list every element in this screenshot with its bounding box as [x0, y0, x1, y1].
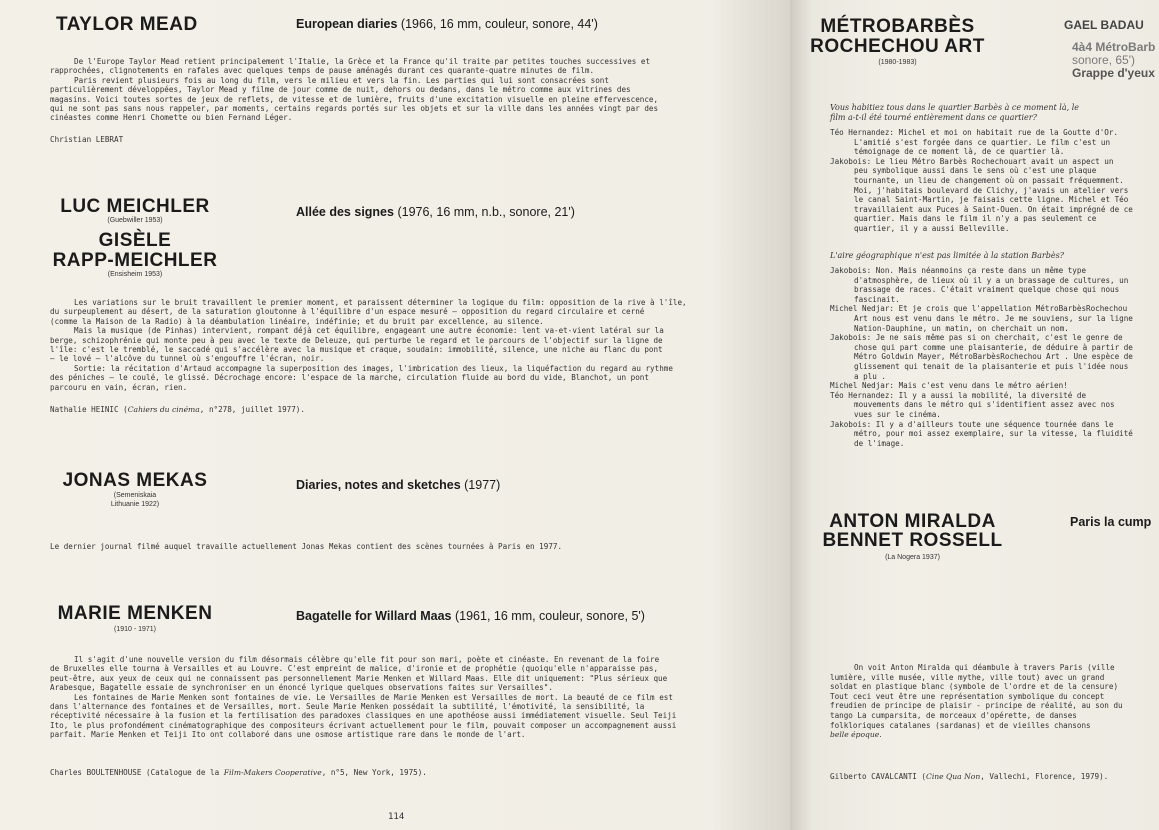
- paragraph-line: soldat en plastique blanc (symbole de l'ordre et de la censure): [830, 682, 1119, 692]
- credit-rest: , n°5, New York, 1975).: [321, 768, 427, 777]
- page-number: 114: [388, 812, 405, 822]
- artist-name-rapp-meichler: RAPP-MEICHLER: [52, 250, 218, 271]
- film-name: Allée des signes: [296, 205, 394, 219]
- dialog-line: Jakobois: Le lieu Métro Barbès Rochechouart avait un aspect un: [830, 156, 1114, 166]
- film-title-paris-la-cump: [1070, 515, 1151, 529]
- film-info-metrobarbes-1: 4à4 MétroBarb: [1072, 40, 1156, 54]
- interview-question-2: L'aire géographique n'est pas limitée à la station Barbès?: [830, 251, 1064, 260]
- artist-origin-mekas-1: (Semeniskaia: [113, 492, 157, 499]
- film-title-diaries-notes: [296, 478, 500, 492]
- dialog-line: Jakobois: Il y a d'ailleurs toute une séquence tournée dans le: [830, 419, 1114, 429]
- paragraph-line: de Bruxelles elle tourna à Versailles et au Louvre. C'est empreint de malice, d'ironie et de prophétie (quoiqu'elle n'apparaisse pas,: [50, 664, 659, 674]
- text-taylor-mead: [50, 57, 658, 123]
- paragraph-line: parcouru en vain, écran, rien.: [50, 382, 188, 392]
- dialog-line: a plu .: [854, 371, 887, 381]
- artist-name-gisele: GISÈLE: [98, 230, 172, 251]
- credit-rest: , n°278, juillet 1977).: [199, 405, 305, 414]
- dialog-line: Métro Goldwin Mayer, MétroBarbèsRochechou Art . Une espèce de: [854, 352, 1133, 362]
- dialog-line: vues sur le cinéma.: [854, 409, 941, 419]
- paragraph-line: dans l'alternance des fontaines et de Versailles, mort. Seule Marie Menken possédait la subtilité, l'émotivité, la sensibilité, la: [50, 702, 645, 712]
- credit-author: Nathalie HEINIC: [50, 405, 119, 414]
- text-miralda: [830, 663, 1123, 740]
- credit-menken: [50, 768, 427, 777]
- credit-author: Gilberto CAVALCANTI (: [830, 772, 927, 781]
- paragraph-line: Paris revient plusieurs fois au long du film, vers le milieu et vers la fin. Les parties qui lui sont consacrées sont: [74, 75, 609, 85]
- dialog-line: peu symbolique aussi dans le sens où c'est une plaque: [854, 166, 1097, 176]
- question-line: Vous habitiez tous dans le quartier Barbès à ce moment là, le: [830, 103, 1080, 112]
- dialog-line: mouvements dans le métro qui s'identifient assez avec nos: [854, 400, 1115, 410]
- artist-name-anton-miralda: ANTON MIRALDA: [829, 511, 996, 532]
- film-title-allee-des-signes: [296, 205, 575, 219]
- paragraph-line: lumière, ville musée, ville mythe, ville tout) avec un grand: [830, 672, 1105, 682]
- dialog-line: Téo Hernandez: Il y a aussi la mobilité, la diversité de: [830, 390, 1087, 400]
- text-menken: [50, 655, 676, 740]
- film-info: (1977): [464, 478, 501, 492]
- artist-origin-gisele: (Ensisheim 1953): [107, 271, 163, 278]
- dialog-line: Art nous est venu dans le métro. Je me souviens, sur la ligne: [854, 313, 1133, 323]
- film-info: (1966, 16 mm, couleur, sonore, 44'): [400, 17, 598, 31]
- paragraph-line: tango La cumparsita, de morceaux d'opérette, de danses: [830, 710, 1077, 720]
- dialog-line: brassage de races. C'était vraiment quelque chose qui nous: [854, 285, 1120, 295]
- paragraph-line: — le lové — l'alcôve du tunnel où s'engouffre l'écran, noir.: [50, 354, 325, 364]
- paragraph-line: folkloriques catalanes (sardanas) et de vieilles chansons: [830, 720, 1091, 730]
- dialog-line: tournante, un lieu de changement où on passait fréquemment.: [854, 175, 1124, 185]
- paragraph-line: On voit Anton Miralda qui déambule à travers Paris (ville: [854, 663, 1115, 672]
- artist-name-bennet-rossell: BENNET ROSSELL: [822, 530, 1003, 551]
- interview-dialog-1: [830, 128, 1133, 234]
- dialog-line: fascinait.: [854, 294, 900, 304]
- dialog-line: Nation-Dauphine, un matin, on cherchait un nom.: [854, 323, 1069, 333]
- film-info-metrobarbes-2: sonore, 65'): [1072, 53, 1135, 67]
- credit-rest: , Vallechi, Florence, 1979).: [980, 772, 1109, 781]
- credit-source: Cine Qua Non: [926, 772, 981, 781]
- text-mekas: Le dernier journal filmé auquel travaille actuellement Jonas Mekas contient des scènes tournées à Paris en 1977.: [50, 542, 563, 551]
- film-name: European diaries: [296, 17, 398, 31]
- artist-name-jonas-mekas: JONAS MEKAS: [62, 470, 208, 491]
- title-metrobarbes: MÉTROBARBÈS: [820, 16, 975, 37]
- credit-meichler: Nathalie HEINIC (Cahiers du cinéma, n°278, juillet 1977).: [50, 405, 305, 414]
- paragraph-line: Sortie: la récitation d'Artaud accompagne la superposition des images, l'imbrication des lieux, la liquéfaction du regard au rythme: [74, 363, 673, 373]
- film-info-metrobarbes-3: Grappe d'yeux: [1072, 66, 1155, 80]
- title-rochechou-art: ROCHECHOU ART: [810, 36, 985, 57]
- paragraph-line: freudien de principe de plaisir - principe de réalité, au son du: [830, 701, 1123, 711]
- paragraph-line: peut-être, aux yeux de ceux qui ne connaissent pas personnellement Marie Menken et Willard Maas. Elle dit uniquement: "Plus sérieux que: [50, 673, 668, 683]
- film-info: (1961, 16 mm, couleur, sonore, 5'): [454, 609, 645, 623]
- film-info: (1976, 16 mm, n.b., sonore, 21'): [397, 205, 575, 219]
- film-title-european-diaries: [296, 17, 598, 31]
- text-meichler: [50, 298, 687, 392]
- artist-dates-menken: (1910 - 1971): [113, 626, 157, 633]
- paragraph-line: (comme la Maison de la Radio) à la déambulation linéaire, indéfinie; et du bruit par excellence, au silence.: [50, 316, 544, 326]
- film-name: Paris la cump: [1070, 515, 1152, 529]
- author-gael-badau: GAEL BADAU: [1064, 18, 1144, 32]
- dialog-line: de l'image.: [854, 438, 905, 448]
- paragraph-line: des péniches — le coulé, le glissé. Décrochage encore: l'espace de la marche, circulation fluide au bord du vide, Blanchot, un pont: [50, 373, 649, 383]
- dialog-line: d'atmosphère, de lieux où il y a un brassage de cultures, un: [854, 275, 1129, 285]
- dialog-line: Michel Nedjar: Et je crois que l'appellation MétroBarbèsRochechou: [830, 304, 1128, 314]
- paragraph-line: Mais la musique (de Pinhas) intervient, rompant déjà cet équilibre, engageant une autre économie: lent va-et-vient latéral sur la: [74, 326, 664, 336]
- artist-origin-luc-meichler: (Guebwiller 1953): [107, 217, 163, 224]
- years-metrobarbes: (1980-1983): [878, 59, 917, 66]
- film-title-bagatelle: [296, 609, 645, 623]
- credit-source: Film-Makers Cooperative: [223, 768, 322, 777]
- dialog-line: Téo Hernandez: Michel et moi on habitait rue de la Goutte d'Or.: [830, 128, 1119, 137]
- paragraph-line: Les fontaines de Marie Menken sont fontaines de vie. Le Versailles de Marie Menken est Versailles de mort. La beauté de ce film est: [74, 692, 673, 702]
- artist-name-marie-menken: MARIE MENKEN: [57, 603, 213, 624]
- paragraph-line: réceptivité nécessaire à la fusion et la fertilisation des paradoxes classiques en une apothéose aussi immédiatement visuelle. Seul Teiji: [50, 711, 677, 721]
- credit-miralda: [830, 772, 1108, 781]
- paragraph-line: Les variations sur le bruit travaillent le premier moment, et paraissent déterminer la logique du film: opposition de la rive à l'île,: [74, 298, 687, 307]
- dialog-line: L'amitié s'est forgée dans ce quartier. Le film c'est un: [854, 137, 1111, 147]
- dialog-line: chose qui part comme une plaisanterie, de déduire à partir de: [854, 342, 1133, 352]
- paragraph-line: particulièrement développées, Taylor Mead y filme de jour comme de nuit, dehors ou dedans, dans le métro comme aux vitrines des: [50, 85, 631, 95]
- dialog-line: le canal Saint-Martin, je faisais cette ligne. Michel et Téo: [854, 195, 1129, 205]
- paragraph-line: belle époque.: [830, 730, 882, 740]
- artist-name-luc-meichler: LUC MEICHLER: [60, 196, 210, 217]
- artist-origin-mekas-2: Lithuanie 1922): [110, 501, 160, 508]
- artist-name-taylor-mead: TAYLOR MEAD: [56, 14, 198, 35]
- dialog-line: quartier. Mais dans le film il n'y a pas seulement ce: [854, 214, 1097, 224]
- paragraph-line: cinéastes comme Henri Chomette ou bien Fernand Léger.: [50, 113, 293, 123]
- dialog-line: Michel Nedjar: Mais c'est venu dans le métro aérien!: [830, 381, 1068, 391]
- dialog-line: témoignage de ce moment là, de ce quartier là.: [854, 147, 1065, 157]
- dialog-line: Jakobois: Je ne sais même pas si on cherchait, c'est le genre de: [830, 333, 1123, 343]
- paragraph-line: rapprochées, clignotements en rafales avec quelques temps de pause aménagés durant ces quarante-quatre minutes de film.: [50, 66, 595, 76]
- paragraph-line: du surpeuplement au désert, de la saturation gloutonne à l'équilibre d'un espace mesuré — opposition du regard circulaire et cerné: [50, 307, 645, 317]
- paragraph-line: parfait. Marie Menken et Teiji Ito ont collaboré dans une osmose artistique rare dans le monde de l'art.: [50, 730, 526, 740]
- interview-question-1: [830, 103, 1079, 123]
- question-line: film a-t-il été tourné entièrement dans ce quartier?: [830, 113, 1037, 122]
- interview-dialog-2: [830, 266, 1133, 448]
- paragraph-line: berge, schizophrénie qui monte peu à peu avec le texte de Deleuze, qui perturbe le regard et le parcours de l'objectif sur la ligne de: [50, 335, 663, 345]
- dialog-line: travaillaient aux Puces à Saint-Ouen. On était imprégné de ce: [854, 204, 1133, 214]
- paragraph-line: l'île: c'est le tremblé, le saccadé qui s'accélère avec la musique et craque, soudain: immobilité, silence, une niche au flanc du pont: [50, 345, 663, 355]
- credit-taylor-mead: Christian LEBRAT: [50, 135, 124, 144]
- right-page: [790, 0, 1159, 830]
- paragraph-line: qui ne sont pas sans nous rappeler, par moments, certains regards portés sur les objets et sur la ville dans les années vingt par des: [50, 104, 659, 114]
- paragraph-line: De l'Europe Taylor Mead retient principalement l'Italie, la Grèce et la France qu'il traite par petites touches successives et: [74, 57, 651, 66]
- film-name: Diaries, notes and sketches: [296, 478, 461, 492]
- paragraph-line: magasins. Voici toutes sortes de jeux de reflets, de vitesse et de lumière, fruits d'une excitation visuelle en pleine effervescence,: [50, 94, 659, 104]
- dialog-line: Moi, j'habitais boulevard de Clichy, j'avais un atelier vers: [854, 185, 1129, 195]
- dialog-line: quartier, il y a aussi Belleville.: [854, 223, 1010, 233]
- credit-source: Cahiers du cinéma: [127, 405, 200, 414]
- artist-origin-miralda: (La Nogera 1937): [885, 554, 940, 561]
- credit-author: Charles BOULTENHOUSE (Catalogue de la: [50, 768, 224, 777]
- paragraph-line: Arabesque, Bagatelle essaie de synchroniser en un énoncé lyrique quelques observations faites sur Versailles".: [50, 683, 553, 693]
- paragraph-line: Ito, le plus profondément cinématographique des compositeurs écrivant actuellement pour le film, pouvait composer un accompagnement aussi: [50, 720, 677, 730]
- dialog-line: Jakobois: Non. Mais néanmoins ça reste dans un même type: [830, 266, 1087, 275]
- paragraph-line: Il s'agit d'une nouvelle version du film désormais célèbre qu'elle fit pour son mari, poète et cinéaste. En revenant de la foire: [74, 655, 660, 664]
- film-name: Bagatelle for Willard Maas: [296, 609, 452, 623]
- dialog-line: glissement qui tenait de la plaisanterie et puis l'idée nous: [854, 361, 1129, 371]
- dialog-line: métro, pour moi assez exemplaire, sur la vitesse, la fluidité: [854, 429, 1133, 439]
- paragraph-line: Tout ceci veut être une représentation symbolique du concept: [830, 691, 1105, 701]
